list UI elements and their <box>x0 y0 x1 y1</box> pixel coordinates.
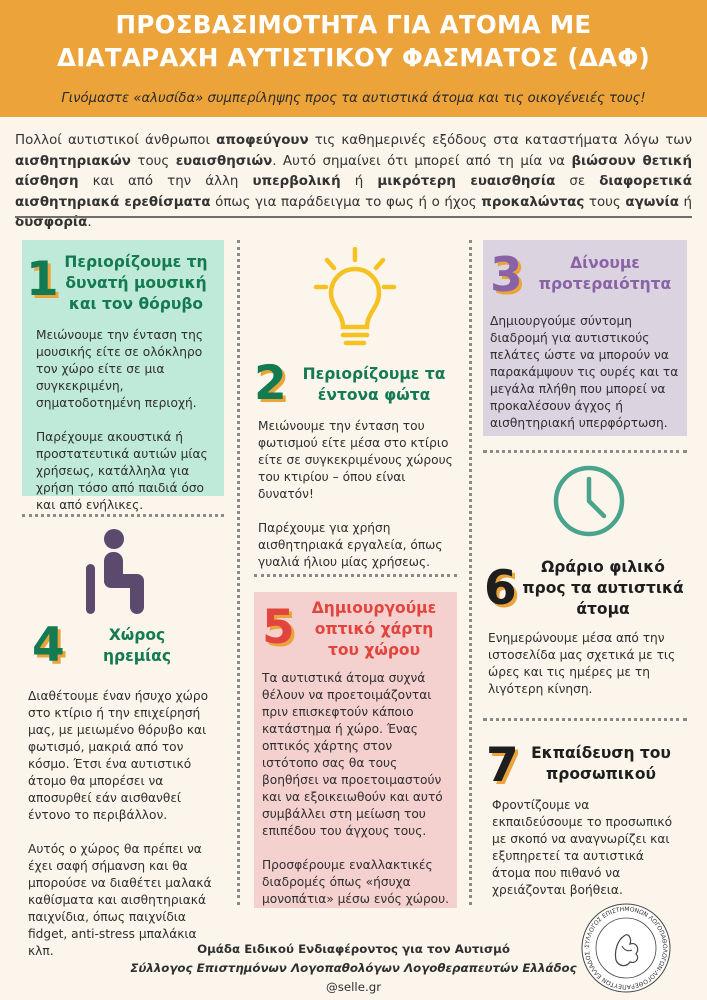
item-1-title-line: και τον θόρυβο <box>68 295 204 313</box>
dotted-divider-vertical <box>469 240 472 905</box>
lightbulb-icon <box>313 247 397 351</box>
item-1-paragraph: Μειώνουμε την ένταση της μουσικής είτε σε ολόκληρο τον χώρο είτε σε μια συγκεκριμένη, σηματοδοτημένη περιοχή. <box>36 328 204 410</box>
item-2-number: 2 <box>254 356 287 411</box>
item-5-title-line: του χώρου <box>327 641 421 659</box>
dotted-divider-vertical <box>237 240 240 905</box>
item-2-title-line: έντονα φώτα <box>317 386 431 404</box>
item-4-paragraph: Αυτός ο χώρος θα πρέπει να έχει σαφή σήμανση και θα μπορούσε να διαθέτει μαλακά καθίσματα και αισθητηριακά παιχνίδια, όπως παιχνίδια fidget, anti-stress μπαλάκια κλπ. <box>28 842 212 958</box>
item-7-title <box>526 743 676 785</box>
item-1-title <box>56 252 216 315</box>
item-3-title <box>530 253 680 295</box>
item-5-number: 5 <box>262 600 295 655</box>
title-line-2: ΔΙΑΤΑΡΑΧΗ ΑΥΤΙΣΤΙΚΟΥ ΦΑΣΜΑΤΟΣ (ΔΑΦ) <box>56 43 651 72</box>
intro-bold: διαφορετικά αισθητηριακά ερεθίσματα <box>15 174 693 210</box>
intro-text: και από την άλλη <box>78 174 253 189</box>
page-subtitle: Γινόμαστε «αλυσίδα» συμπερίληψης προς τα αυτιστικά άτομα και τις οικογένειές τους! <box>61 91 646 106</box>
dotted-divider-horizontal <box>22 514 224 517</box>
item-7-body <box>492 797 682 899</box>
intro-bold: αισθητηριακών <box>15 153 131 169</box>
intro-text: ή <box>678 194 693 210</box>
intro-text: . Αυτό σημαίνει ότι μπορεί από τη μία να <box>272 153 572 169</box>
item-4-title <box>82 625 192 667</box>
item-4-title-line: ηρεμίας <box>102 647 172 665</box>
intro-bold: βιώσουν θετική αίσθηση <box>15 153 693 189</box>
item-2-body <box>258 418 454 571</box>
clock-icon <box>552 464 626 538</box>
item-6-title <box>518 557 688 620</box>
intro-bold: ευαισθησιών <box>175 153 273 169</box>
item-5-title-line: οπτικό χάρτη <box>314 620 434 638</box>
item-1-title-line: Περιορίζουμε τη <box>64 253 208 271</box>
item-5-paragraph: Τα αυτιστικά άτομα συχνά θέλουν να προετοιμάζονται πριν επισκεφτούν κάποιο κατάστημα ή χώρο. Ένας οπτικός χάρτης στον ιστότοπο σας θα τους βοηθήσει να προετοιμαστούν και να εξοικειωθούν και αυτό συμβάλλει στη μείωση του επιπέδου του άγχους τους. <box>262 671 443 838</box>
intro-paragraph <box>15 131 692 234</box>
dotted-divider-horizontal <box>483 718 687 721</box>
footer-association-name: Σύλλογος Επιστημόνων Λογοπαθολόγων Λογοθεραπευτών Ελλάδος <box>130 961 577 975</box>
intro-text: σε <box>555 174 600 189</box>
item-6-number: 6 <box>484 561 517 616</box>
intro-bold: υπερβολική <box>252 174 341 189</box>
intro-text: Πολλοί αυτιστικοί άνθρωποι <box>15 133 217 148</box>
item-2-paragraph: Παρέχουμε για χρήση αισθητηριακά εργαλεία, όπως γυαλιά ήλιου μίας χρήσεως. <box>258 521 443 569</box>
divider-line <box>15 216 692 218</box>
item-3-title-line: προτεραιότητα <box>538 275 672 293</box>
item-5-body <box>262 670 452 908</box>
item-6-paragraph: Ενημερώνουμε μέσα από την ιστοσελίδα μας σχετικά με τις ώρες και τις ημέρες με τη λιγότερη κίνηση. <box>488 631 676 696</box>
item-2-paragraph: Μειώνουμε την ένταση του φωτισμού είτε μέσα στο κτίριο είτε σε συγκεκριμένους χώρους του κτιρίου – όπου είναι δυνατόν! <box>258 419 453 501</box>
item-1-paragraph: Παρέχουμε ακουστικά ή προστατευτικά αυτιών μίας χρήσεως, κατάλληλα για χρήση τόσο από παιδιά όσο και από ενήλικες. <box>36 430 208 512</box>
dotted-divider-horizontal <box>254 574 457 577</box>
header-banner <box>0 0 707 117</box>
item-1-title-line: δυνατή μουσική <box>65 274 207 292</box>
footer-handle: @selle.gr <box>325 980 382 994</box>
item-3-number: 3 <box>490 248 523 303</box>
dotted-divider-horizontal <box>483 450 687 453</box>
item-6-title-line: Ωράριο φιλικό <box>541 558 665 576</box>
intro-text: τις καθημερινές εξόδους στα καταστήματα λόγω των <box>308 133 692 148</box>
item-5-title-line: Δημιουργούμε <box>311 599 437 617</box>
item-7-paragraph: Φροντίζουμε να εκπαιδεύσουμε το προσωπικό με σκοπό να αναγνωρίζει και εξυπηρετεί τα αυτιστικά άτομα που πιθανό να χρειάζονται βοήθεια. <box>492 798 673 897</box>
intro-bold: δυσφορία <box>15 215 88 230</box>
item-6-body <box>488 630 688 698</box>
intro-bold: προκαλώντας <box>481 194 585 210</box>
seated-person-icon <box>84 528 156 616</box>
item-4-title-line: Χώρος <box>108 626 166 644</box>
intro-bold: αποφεύγουν <box>216 133 309 148</box>
item-7-title-line: προσωπικού <box>546 765 656 783</box>
item-2-title-line: Περιορίζουμε τα <box>302 365 446 383</box>
intro-text: τους <box>130 153 176 169</box>
intro-text: . <box>87 215 92 230</box>
item-1-body <box>36 327 218 514</box>
item-1-number: 1 <box>26 252 59 307</box>
item-7-number: 7 <box>486 738 519 793</box>
intro-text: ή <box>340 174 378 189</box>
item-2-title <box>288 364 460 406</box>
intro-bold: μικρότερη ευαισθησία <box>377 174 556 189</box>
item-3-paragraph: Δημιουργούμε σύντομη διαδρομή για αυτιστικούς πελάτες ώστε να μπορούν να παρακάμψουν τις ουρές και τα μεγάλα πλήθη που μπορεί να προκαλέσουν άγχος ή αισθητηριακή υπερφόρτωση. <box>490 314 679 430</box>
seal-text: ΣΥΛΛΟΓΟΣ ΕΠΙΣΤΗΜΟΝΩΝ ΛΟΓΟΠΑΘΟΛΟΓΩΝ-ΛΟΓΟΘΕΡΑΠΕΥΤΩΝ ΕΛΛΑΔΟΣ · <box>583 905 669 991</box>
intro-text: όπως για παράδειγμα το φως ή ο ήχος <box>210 194 482 210</box>
item-4-body <box>28 688 224 960</box>
item-4-number: 4 <box>32 618 65 673</box>
item-4-paragraph: Διαθέτουμε έναν ήσυχο χώρο στο κτίριο ή την επιχείρησή μας, με μειωμένο θόρυβο και φωτισμό, μακριά από τον κόσμο. Έτσι ένα αυτιστικό άτομο θα μπορέσει να αποσυρθεί εάν αισθανθεί έντονο το περιβάλλον. <box>28 689 209 822</box>
page-title <box>0 8 707 74</box>
item-3-body <box>490 313 682 432</box>
item-6-title-line: προς τα αυτιστικά <box>522 579 684 597</box>
item-3-title-line: Δίνουμε <box>570 254 640 272</box>
intro-bold: αγωνία <box>625 194 679 210</box>
association-seal-icon <box>580 902 672 994</box>
item-6-title-line: άτομα <box>576 600 630 618</box>
item-5-paragraph: Προσφέρουμε εναλλακτικές διαδρομές όπως «ήσυχα μονοπάτια» μέσω ενός χώρου. <box>262 858 450 906</box>
item-5-title <box>294 598 454 661</box>
footer-group-name: Ομάδα Ειδικού Ενδιαφέροντος για τον Αυτισμό <box>197 942 510 956</box>
item-7-title-line: Εκπαίδευση του <box>531 744 671 762</box>
title-line-1: ΠΡΟΣΒΑΣΙΜΟΤΗΤΑ ΓΙΑ ΑΤΟΜΑ ΜΕ <box>115 10 592 39</box>
intro-text: τους <box>584 194 626 210</box>
